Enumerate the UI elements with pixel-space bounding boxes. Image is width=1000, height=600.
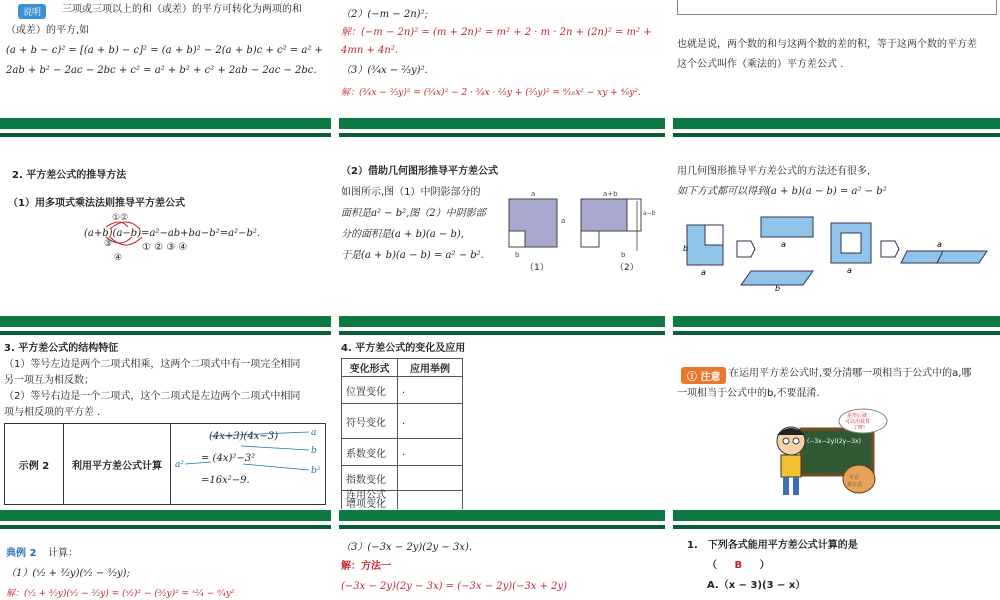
svg-text:a+b: a+b (603, 191, 618, 198)
example-arrows (171, 424, 331, 504)
row-position: 位置变化 (342, 377, 398, 404)
term-labels: ① ② ③ ④ (142, 242, 188, 253)
q2-text: （2）(−m − 2n)²; (341, 9, 428, 20)
definition-line-2: 这个公式叫作（乘法的）平方差公式 . (677, 59, 844, 70)
divider-band-1 (0, 118, 1000, 129)
slide-example-bottom-mid[interactable] (339, 533, 665, 600)
geometry-methods-diagram (681, 211, 999, 291)
svg-text:a: a (701, 268, 706, 277)
svg-text:b: b (515, 251, 520, 259)
exercise-1-option-a: A.（x − 3)(3 − x） (707, 580, 806, 591)
row-extra-term-label: 增项变化 (346, 498, 386, 509)
svg-text:b: b (683, 244, 689, 253)
example-b: b (311, 446, 317, 456)
row-sign: 符号变化 (342, 404, 398, 439)
example-2-q3: （3）(−3x − 2y)(2y − 3x). (341, 542, 473, 553)
cartoon-illustration (771, 407, 901, 507)
divider-band-1b (0, 133, 1000, 137)
geometry-title: （2）借助几何图形推导平方差公式 (341, 166, 498, 177)
col-header-example: 应用举例 (397, 359, 462, 377)
caution-line-1: 在运用平方差公式时,要分清哪一项相当于公式中的a,哪 (729, 368, 972, 379)
q2-solution-cont: 4mn + 4n². (341, 45, 399, 56)
example-2-label: 典例 2 (6, 548, 37, 559)
slide-variations[interactable] (339, 339, 665, 509)
svg-text:平方: 平方 (849, 475, 860, 481)
slide-exercise-bottom-right[interactable] (673, 533, 1000, 600)
q3-solution: 解：(³⁄₄x − ²⁄₃y)² = (³⁄₄x)² − 2 · ³⁄₄x · ²⁄₃y + (²⁄₃y)² = ⁹⁄₁₆x² − xy + ⁴⁄₉y². (341, 88, 641, 98)
structure-p1b: 另一项互为相反数； (4, 375, 94, 386)
slide-geometry-methods[interactable] (673, 141, 1000, 315)
slide-top-right[interactable] (673, 0, 1000, 117)
col-header-form: 变化形式 (342, 359, 398, 377)
slide-caution[interactable] (673, 339, 1000, 509)
note-line-1: 三项或三项以上的和（或差）的平方可转化为两项的和 (62, 4, 302, 15)
answer-close-paren: ） (759, 560, 770, 571)
svg-text:a−b: a−b (643, 210, 656, 217)
example-2-prompt: 计算： (48, 548, 78, 559)
slide-example-bottom-left[interactable] (0, 533, 331, 600)
caution-badge-label: 注意 (700, 372, 721, 383)
circle-marks-top: ①② (112, 213, 129, 223)
svg-text:b: b (621, 251, 626, 259)
answer-open-paren: （ (707, 560, 717, 571)
svg-text:差公式: 差公式 (847, 482, 863, 488)
method-1-label: 解：方法一 (341, 561, 391, 572)
content-frame (677, 0, 997, 15)
caution-badge: ⓘ 注意 (681, 367, 726, 384)
example-b2: b² (311, 466, 321, 476)
row-repeat-label: 连用公式 (346, 490, 386, 501)
svg-text:了呀!: 了呀! (853, 425, 866, 431)
svg-text:a: a (531, 191, 536, 198)
method-subtitle: （1）用多项式乘法法则推导平方差公式 (8, 198, 185, 209)
svg-text:(−3x−2y)(2y−3x): (−3x−2y)(2y−3x) (807, 438, 861, 445)
figure-2-label: （2） (615, 263, 639, 273)
row-coefficient: 系数变化 (342, 439, 398, 466)
rectangle-figure-2 (577, 191, 661, 263)
note-line-3: (a + b − c)² = [(a + b) − c]² = (a + b)² − 2(a + b)c + c² = a² + (6, 45, 323, 56)
svg-text:a: a (847, 266, 852, 275)
slide-derivation-algebra[interactable] (0, 141, 331, 315)
example-title: 利用平方差公式计算 (64, 424, 171, 505)
definition-line-1: 也就是说，两个数的和与这两个数的差的积，等于这两个数的平方差 (677, 39, 977, 50)
slide-top-left[interactable] (0, 0, 331, 117)
answer-value: B (734, 560, 743, 571)
divider-band-2 (0, 316, 1000, 327)
row-position-example: . (397, 377, 462, 404)
structure-p2b: 项与相反项的平方差 . (4, 407, 101, 418)
variations-title: 4. 平方差公式的变化及应用 (341, 343, 466, 354)
svg-text:b: b (775, 284, 781, 291)
row-extra-term (342, 491, 398, 510)
example-a2: a² (175, 460, 184, 470)
geometry-line-1: 如图所示,图（1）中阴影部分的 (341, 187, 481, 198)
svg-text:a: a (561, 217, 566, 225)
example-step-3: =16x²−9. (201, 475, 250, 486)
square-figure-1 (501, 191, 571, 263)
slide-structure[interactable] (0, 339, 331, 509)
structure-title: 3. 平方差公式的结构特征 (4, 343, 119, 354)
example-2-a1: 解：(ˣ⁄₂ + ³⁄₂y)(ˣ⁄₂ − ³⁄₂y) = (ˣ⁄₂)² − (³⁄₂y)² = ˣ²⁄₄ − ⁹⁄₄y² (6, 589, 235, 599)
row-exponent: 指数变化 (342, 466, 398, 491)
table-wide-frame (397, 358, 463, 506)
structure-p1a: （1）等号左边是两个二项式相乘，这两个二项式中有一项完全相同 (4, 359, 301, 370)
caution-line-2: 一项相当于公式中的b,不要混淆. (677, 388, 820, 399)
example-step-1: (4x+3)(4x−3) (209, 431, 279, 442)
svg-text:是形后就: 是形后就 (847, 413, 868, 419)
note-line-4: 2ab + b² − 2ac − 2bc + c² = a² + b² + c² + 2ab − 2ac − 2bc. (6, 65, 317, 76)
divider-band-3b (0, 525, 1000, 529)
circle-mark-3: ③ (104, 239, 113, 249)
slide-top-mid[interactable] (339, 0, 665, 117)
example-step-2: = (4x)²−3² (201, 453, 256, 464)
example-table (4, 423, 326, 505)
row-coefficient-example: . (397, 439, 462, 466)
methods-line-2: 如下方式都可以得到(a + b)(a − b) = a² − b² (677, 186, 887, 197)
column-gap-1 (331, 0, 339, 600)
svg-text:可以用我算: 可以用我算 (845, 419, 871, 425)
note-badge: 说明 (18, 4, 46, 19)
geometry-line-4: 于是(a + b)(a − b) = a² − b². (341, 250, 484, 261)
slide-derivation-geometry[interactable] (339, 141, 665, 315)
column-gap-2 (665, 0, 673, 600)
q3-text: （3）(³⁄₄x − ²⁄₃y)². (341, 65, 428, 76)
exercise-1-question: 1. 下列各式能用平方差公式计算的是 (687, 540, 858, 551)
figure-1-label: （1） (525, 263, 549, 273)
expansion-formula: (a+b)(a−b)=a²−ab+ba−b²=a²−b². (84, 228, 261, 239)
svg-text:a: a (781, 240, 786, 249)
row-sign-example: . (397, 404, 462, 439)
structure-p2a: （2）等号右边是一个二项式，这个二项式是左边两个二项式中相同 (4, 391, 301, 402)
example-work (171, 424, 326, 505)
geometry-line-2: 面积是a² − b²,图（2）中阴影部 (341, 208, 486, 219)
example-label: 示例 2 (5, 424, 64, 505)
example-2-q1: （1）(ˣ⁄₂ + ³⁄₂y)(ˣ⁄₂ − ³⁄₂y); (6, 568, 130, 579)
note-line-2: （或差）的平方,如 (6, 25, 90, 36)
svg-text:a: a (937, 240, 942, 249)
circle-mark-4: ④ (114, 253, 123, 263)
method-1-step: (−3x − 2y)(2y − 3x) = (−3x − 2y)(−3x + 2y) (341, 581, 568, 592)
exercise-1-answer (707, 559, 770, 572)
q2-solution: 解：(−m − 2n)² = (m + 2n)² = m² + 2 · m · 2n + (2n)² = m² + (341, 27, 652, 38)
methods-line-1: 用几何图形推导平方差公式的方法还有很多, (677, 166, 871, 177)
section-title: 2. 平方差公式的推导方法 (12, 170, 127, 181)
divider-band-2b (0, 331, 1000, 335)
geometry-line-3: 分的面积是(a + b)(a − b), (341, 229, 464, 240)
example-a: a (311, 428, 317, 438)
divider-band-3 (0, 510, 1000, 521)
